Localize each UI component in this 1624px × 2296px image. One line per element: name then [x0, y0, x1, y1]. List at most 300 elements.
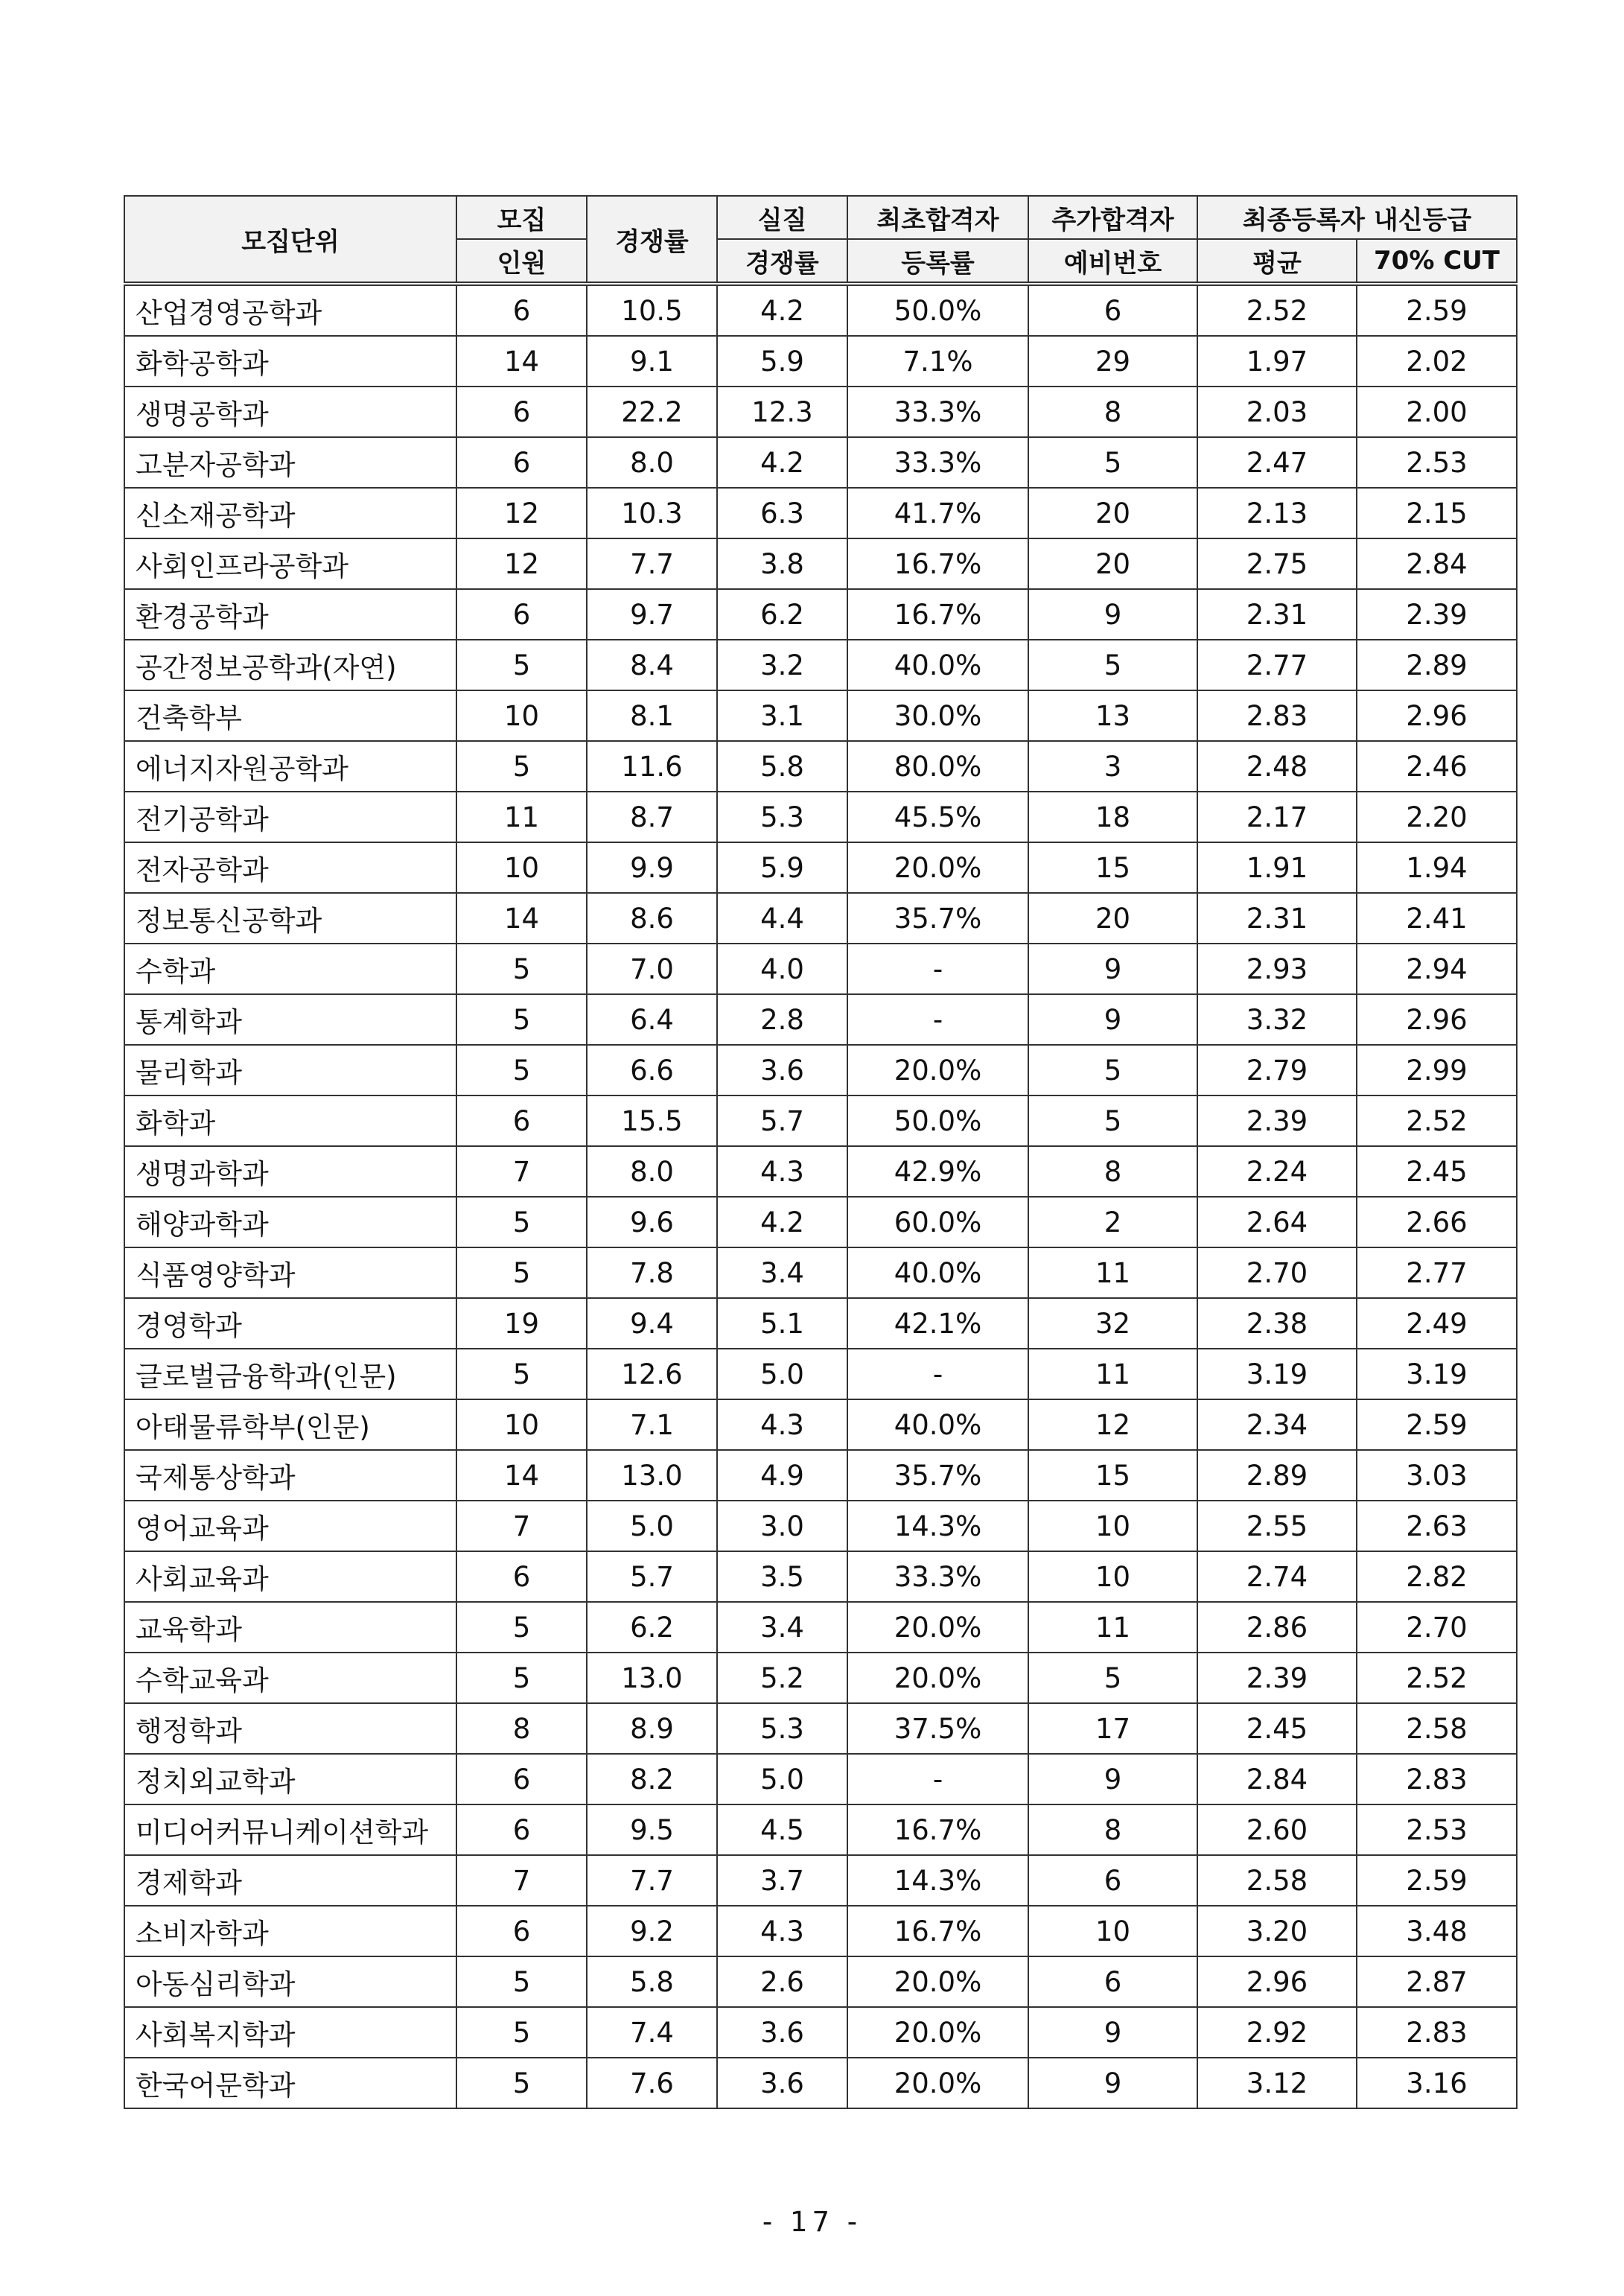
waitlist-number-cell: 10 — [1028, 1551, 1197, 1602]
grade-average-cell: 2.83 — [1197, 690, 1357, 741]
waitlist-number-cell: 32 — [1028, 1298, 1197, 1349]
quota-cell: 6 — [456, 1754, 587, 1804]
grade-average-cell: 2.60 — [1197, 1804, 1357, 1855]
unit-name-cell: 경제학과 — [124, 1855, 456, 1906]
header-final-grade: 최종등록자 내신등급 — [1197, 196, 1517, 239]
waitlist-number-cell: 5 — [1028, 437, 1197, 488]
unit-name-cell: 에너지자원공학과 — [124, 741, 456, 792]
waitlist-number-cell: 29 — [1028, 336, 1197, 387]
grade-average-cell: 3.12 — [1197, 2058, 1357, 2108]
real-competition-rate-cell: 4.2 — [717, 1197, 847, 1247]
unit-name-cell: 글로벌금융학과(인문) — [124, 1349, 456, 1399]
competition-rate-cell: 8.0 — [587, 437, 717, 488]
quota-cell: 12 — [456, 488, 587, 538]
quota-cell: 6 — [456, 284, 587, 336]
real-competition-rate-cell: 4.0 — [717, 944, 847, 994]
grade-average-cell: 2.86 — [1197, 1602, 1357, 1653]
competition-rate-cell: 6.2 — [587, 1602, 717, 1653]
table-row — [124, 842, 1517, 893]
grade-cut70-cell: 2.52 — [1357, 1095, 1517, 1146]
competition-rate-cell: 6.6 — [587, 1045, 717, 1095]
grade-cut70-cell: 2.58 — [1357, 1703, 1517, 1754]
unit-name-cell: 물리학과 — [124, 1045, 456, 1095]
quota-cell: 6 — [456, 387, 587, 437]
grade-cut70-cell: 2.94 — [1357, 944, 1517, 994]
first-registration-rate-cell: - — [847, 1754, 1028, 1804]
grade-cut70-cell: 2.46 — [1357, 741, 1517, 792]
table-row — [124, 1956, 1517, 2007]
quota-cell: 5 — [456, 1197, 587, 1247]
grade-average-cell: 2.31 — [1197, 893, 1357, 944]
unit-name-cell: 한국어문학과 — [124, 2058, 456, 2108]
table-row — [124, 488, 1517, 538]
quota-cell: 14 — [456, 1450, 587, 1501]
real-competition-rate-cell: 4.2 — [717, 284, 847, 336]
table-row — [124, 690, 1517, 741]
first-registration-rate-cell: 14.3% — [847, 1855, 1028, 1906]
competition-rate-cell: 6.4 — [587, 994, 717, 1045]
quota-cell: 6 — [456, 1551, 587, 1602]
waitlist-number-cell: 9 — [1028, 1754, 1197, 1804]
table-row — [124, 2058, 1517, 2108]
quota-cell: 5 — [456, 1349, 587, 1399]
unit-name-cell: 식품영양학과 — [124, 1247, 456, 1298]
table-row — [124, 589, 1517, 640]
real-competition-rate-cell: 3.4 — [717, 1602, 847, 1653]
real-competition-rate-cell: 3.0 — [717, 1501, 847, 1551]
grade-average-cell: 2.47 — [1197, 437, 1357, 488]
competition-rate-cell: 9.5 — [587, 1804, 717, 1855]
real-competition-rate-cell: 3.4 — [717, 1247, 847, 1298]
first-registration-rate-cell: 20.0% — [847, 1653, 1028, 1703]
competition-rate-cell: 13.0 — [587, 1450, 717, 1501]
quota-cell: 8 — [456, 1703, 587, 1754]
first-registration-rate-cell: - — [847, 1349, 1028, 1399]
unit-name-cell: 정보통신공학과 — [124, 893, 456, 944]
first-registration-rate-cell: 7.1% — [847, 336, 1028, 387]
table-row — [124, 1754, 1517, 1804]
first-registration-rate-cell: 33.3% — [847, 1551, 1028, 1602]
competition-rate-cell: 8.0 — [587, 1146, 717, 1197]
first-registration-rate-cell: 20.0% — [847, 842, 1028, 893]
table-row — [124, 387, 1517, 437]
grade-cut70-cell: 2.96 — [1357, 690, 1517, 741]
table-row — [124, 336, 1517, 387]
real-competition-rate-cell: 5.7 — [717, 1095, 847, 1146]
grade-cut70-cell: 3.48 — [1357, 1906, 1517, 1956]
waitlist-number-cell: 15 — [1028, 1450, 1197, 1501]
header-waitlist-line2: 예비번호 — [1028, 239, 1197, 284]
unit-name-cell: 행정학과 — [124, 1703, 456, 1754]
real-competition-rate-cell: 3.8 — [717, 538, 847, 589]
waitlist-number-cell: 3 — [1028, 741, 1197, 792]
grade-average-cell: 2.24 — [1197, 1146, 1357, 1197]
real-competition-rate-cell: 4.3 — [717, 1906, 847, 1956]
competition-rate-cell: 9.6 — [587, 1197, 717, 1247]
grade-average-cell: 2.38 — [1197, 1298, 1357, 1349]
first-registration-rate-cell: 50.0% — [847, 284, 1028, 336]
grade-cut70-cell: 2.15 — [1357, 488, 1517, 538]
waitlist-number-cell: 5 — [1028, 1095, 1197, 1146]
real-competition-rate-cell: 3.6 — [717, 2007, 847, 2058]
grade-average-cell: 2.13 — [1197, 488, 1357, 538]
first-registration-rate-cell: 14.3% — [847, 1501, 1028, 1551]
competition-rate-cell: 7.0 — [587, 944, 717, 994]
quota-cell: 5 — [456, 741, 587, 792]
unit-name-cell: 해양과학과 — [124, 1197, 456, 1247]
quota-cell: 6 — [456, 1804, 587, 1855]
grade-cut70-cell: 2.41 — [1357, 893, 1517, 944]
competition-rate-cell: 8.9 — [587, 1703, 717, 1754]
competition-rate-cell: 9.7 — [587, 589, 717, 640]
quota-cell: 14 — [456, 336, 587, 387]
grade-cut70-cell: 2.02 — [1357, 336, 1517, 387]
real-competition-rate-cell: 4.4 — [717, 893, 847, 944]
grade-cut70-cell: 2.63 — [1357, 1501, 1517, 1551]
waitlist-number-cell: 18 — [1028, 792, 1197, 842]
unit-name-cell: 화학공학과 — [124, 336, 456, 387]
waitlist-number-cell: 6 — [1028, 1855, 1197, 1906]
grade-average-cell: 2.39 — [1197, 1653, 1357, 1703]
quota-cell: 10 — [456, 842, 587, 893]
table-row — [124, 1095, 1517, 1146]
unit-name-cell: 생명과학과 — [124, 1146, 456, 1197]
waitlist-number-cell: 5 — [1028, 640, 1197, 690]
table-row — [124, 1906, 1517, 1956]
real-competition-rate-cell: 5.9 — [717, 842, 847, 893]
first-registration-rate-cell: 20.0% — [847, 1602, 1028, 1653]
waitlist-number-cell: 6 — [1028, 1956, 1197, 2007]
quota-cell: 5 — [456, 1045, 587, 1095]
header-cut70: 70% CUT — [1357, 239, 1517, 284]
unit-name-cell: 환경공학과 — [124, 589, 456, 640]
table-row — [124, 1399, 1517, 1450]
competition-rate-cell: 8.1 — [587, 690, 717, 741]
first-registration-rate-cell: - — [847, 994, 1028, 1045]
unit-name-cell: 공간정보공학과(자연) — [124, 640, 456, 690]
real-competition-rate-cell: 4.3 — [717, 1146, 847, 1197]
table-body — [124, 284, 1517, 2108]
waitlist-number-cell: 20 — [1028, 893, 1197, 944]
real-competition-rate-cell: 3.6 — [717, 2058, 847, 2108]
unit-name-cell: 수학교육과 — [124, 1653, 456, 1703]
unit-name-cell: 건축학부 — [124, 690, 456, 741]
grade-cut70-cell: 2.20 — [1357, 792, 1517, 842]
first-registration-rate-cell: 20.0% — [847, 2007, 1028, 2058]
grade-average-cell: 3.19 — [1197, 1349, 1357, 1399]
waitlist-number-cell: 10 — [1028, 1906, 1197, 1956]
table-row — [124, 1146, 1517, 1197]
first-registration-rate-cell: 35.7% — [847, 893, 1028, 944]
unit-name-cell: 사회복지학과 — [124, 2007, 456, 2058]
waitlist-number-cell: 20 — [1028, 488, 1197, 538]
grade-average-cell: 2.39 — [1197, 1095, 1357, 1146]
grade-average-cell: 2.55 — [1197, 1501, 1357, 1551]
waitlist-number-cell: 8 — [1028, 387, 1197, 437]
competition-rate-cell: 5.0 — [587, 1501, 717, 1551]
quota-cell: 5 — [456, 994, 587, 1045]
waitlist-number-cell: 9 — [1028, 994, 1197, 1045]
grade-average-cell: 2.58 — [1197, 1855, 1357, 1906]
unit-name-cell: 아동심리학과 — [124, 1956, 456, 2007]
grade-average-cell: 2.03 — [1197, 387, 1357, 437]
waitlist-number-cell: 12 — [1028, 1399, 1197, 1450]
grade-cut70-cell: 2.96 — [1357, 994, 1517, 1045]
competition-rate-cell: 9.9 — [587, 842, 717, 893]
real-competition-rate-cell: 2.8 — [717, 994, 847, 1045]
first-registration-rate-cell: 50.0% — [847, 1095, 1028, 1146]
unit-name-cell: 소비자학과 — [124, 1906, 456, 1956]
waitlist-number-cell: 9 — [1028, 2058, 1197, 2108]
grade-cut70-cell: 2.45 — [1357, 1146, 1517, 1197]
first-registration-rate-cell: 16.7% — [847, 1906, 1028, 1956]
waitlist-number-cell: 2 — [1028, 1197, 1197, 1247]
real-competition-rate-cell: 5.1 — [717, 1298, 847, 1349]
unit-name-cell: 국제통상학과 — [124, 1450, 456, 1501]
table-row — [124, 284, 1517, 336]
unit-name-cell: 경영학과 — [124, 1298, 456, 1349]
quota-cell: 7 — [456, 1501, 587, 1551]
first-registration-rate-cell: 20.0% — [847, 1045, 1028, 1095]
unit-name-cell: 생명공학과 — [124, 387, 456, 437]
header-real-competition-line2: 경쟁률 — [717, 239, 847, 284]
waitlist-number-cell: 11 — [1028, 1602, 1197, 1653]
competition-rate-cell: 10.3 — [587, 488, 717, 538]
grade-average-cell: 2.45 — [1197, 1703, 1357, 1754]
grade-cut70-cell: 3.16 — [1357, 2058, 1517, 2108]
table-row — [124, 640, 1517, 690]
competition-rate-cell: 8.7 — [587, 792, 717, 842]
quota-cell: 5 — [456, 1956, 587, 2007]
real-competition-rate-cell: 5.9 — [717, 336, 847, 387]
first-registration-rate-cell: 40.0% — [847, 1247, 1028, 1298]
grade-cut70-cell: 2.39 — [1357, 589, 1517, 640]
grade-cut70-cell: 3.03 — [1357, 1450, 1517, 1501]
header-real-competition-line1: 실질 — [717, 196, 847, 239]
grade-average-cell: 3.20 — [1197, 1906, 1357, 1956]
real-competition-rate-cell: 6.3 — [717, 488, 847, 538]
header-first-reg-line1: 최초합격자 — [847, 196, 1028, 239]
grade-cut70-cell: 2.99 — [1357, 1045, 1517, 1095]
competition-rate-cell: 15.5 — [587, 1095, 717, 1146]
unit-name-cell: 전기공학과 — [124, 792, 456, 842]
table-row — [124, 1602, 1517, 1653]
real-competition-rate-cell: 3.2 — [717, 640, 847, 690]
real-competition-rate-cell: 12.3 — [717, 387, 847, 437]
grade-average-cell: 1.91 — [1197, 842, 1357, 893]
table-row — [124, 994, 1517, 1045]
competition-rate-cell: 8.6 — [587, 893, 717, 944]
real-competition-rate-cell: 5.8 — [717, 741, 847, 792]
quota-cell: 5 — [456, 1653, 587, 1703]
quota-cell: 5 — [456, 944, 587, 994]
header-unit: 모집단위 — [124, 196, 456, 284]
quota-cell: 7 — [456, 1146, 587, 1197]
grade-average-cell: 1.97 — [1197, 336, 1357, 387]
unit-name-cell: 전자공학과 — [124, 842, 456, 893]
competition-rate-cell: 12.6 — [587, 1349, 717, 1399]
grade-cut70-cell: 2.82 — [1357, 1551, 1517, 1602]
table-row — [124, 1197, 1517, 1247]
competition-rate-cell: 7.4 — [587, 2007, 717, 2058]
unit-name-cell: 사회교육과 — [124, 1551, 456, 1602]
first-registration-rate-cell: 30.0% — [847, 690, 1028, 741]
grade-average-cell: 2.89 — [1197, 1450, 1357, 1501]
grade-cut70-cell: 2.52 — [1357, 1653, 1517, 1703]
grade-cut70-cell: 2.66 — [1357, 1197, 1517, 1247]
real-competition-rate-cell: 4.2 — [717, 437, 847, 488]
competition-rate-cell: 9.4 — [587, 1298, 717, 1349]
unit-name-cell: 정치외교학과 — [124, 1754, 456, 1804]
real-competition-rate-cell: 5.3 — [717, 1703, 847, 1754]
table-row — [124, 1804, 1517, 1855]
header-quota-line2: 인원 — [456, 239, 587, 284]
table-row — [124, 1551, 1517, 1602]
grade-average-cell: 2.52 — [1197, 284, 1357, 336]
grade-average-cell: 2.34 — [1197, 1399, 1357, 1450]
competition-rate-cell: 9.1 — [587, 336, 717, 387]
grade-average-cell: 2.31 — [1197, 589, 1357, 640]
table-row — [124, 1045, 1517, 1095]
first-registration-rate-cell: 35.7% — [847, 1450, 1028, 1501]
table-row — [124, 1450, 1517, 1501]
first-registration-rate-cell: 40.0% — [847, 1399, 1028, 1450]
first-registration-rate-cell: 42.1% — [847, 1298, 1028, 1349]
first-registration-rate-cell: 16.7% — [847, 589, 1028, 640]
grade-average-cell: 2.74 — [1197, 1551, 1357, 1602]
quota-cell: 7 — [456, 1855, 587, 1906]
waitlist-number-cell: 10 — [1028, 1501, 1197, 1551]
quota-cell: 5 — [456, 1602, 587, 1653]
first-registration-rate-cell: 41.7% — [847, 488, 1028, 538]
first-registration-rate-cell: 20.0% — [847, 2058, 1028, 2108]
waitlist-number-cell: 11 — [1028, 1349, 1197, 1399]
grade-cut70-cell: 2.59 — [1357, 284, 1517, 336]
first-registration-rate-cell: 42.9% — [847, 1146, 1028, 1197]
competition-rate-cell: 7.8 — [587, 1247, 717, 1298]
grade-average-cell: 2.48 — [1197, 741, 1357, 792]
grade-cut70-cell: 2.84 — [1357, 538, 1517, 589]
first-registration-rate-cell: 60.0% — [847, 1197, 1028, 1247]
quota-cell: 19 — [456, 1298, 587, 1349]
first-registration-rate-cell: 80.0% — [847, 741, 1028, 792]
table-row — [124, 1855, 1517, 1906]
grade-average-cell: 3.32 — [1197, 994, 1357, 1045]
grade-cut70-cell: 3.19 — [1357, 1349, 1517, 1399]
unit-name-cell: 미디어커뮤니케이션학과 — [124, 1804, 456, 1855]
first-registration-rate-cell: 16.7% — [847, 538, 1028, 589]
grade-average-cell: 2.17 — [1197, 792, 1357, 842]
unit-name-cell: 수학과 — [124, 944, 456, 994]
waitlist-number-cell: 5 — [1028, 1045, 1197, 1095]
waitlist-number-cell: 5 — [1028, 1653, 1197, 1703]
table-row — [124, 1349, 1517, 1399]
unit-name-cell: 통계학과 — [124, 994, 456, 1045]
first-registration-rate-cell: 20.0% — [847, 1956, 1028, 2007]
first-registration-rate-cell: 33.3% — [847, 437, 1028, 488]
grade-average-cell: 2.75 — [1197, 538, 1357, 589]
competition-rate-cell: 8.4 — [587, 640, 717, 690]
competition-rate-cell: 9.2 — [587, 1906, 717, 1956]
unit-name-cell: 영어교육과 — [124, 1501, 456, 1551]
grade-cut70-cell: 2.83 — [1357, 2007, 1517, 2058]
header-waitlist-line1: 추가합격자 — [1028, 196, 1197, 239]
competition-rate-cell: 22.2 — [587, 387, 717, 437]
table-row — [124, 1501, 1517, 1551]
quota-cell: 5 — [456, 640, 587, 690]
header-first-reg-line2: 등록률 — [847, 239, 1028, 284]
unit-name-cell: 아태물류학부(인문) — [124, 1399, 456, 1450]
grade-average-cell: 2.96 — [1197, 1956, 1357, 2007]
real-competition-rate-cell: 3.7 — [717, 1855, 847, 1906]
unit-name-cell: 고분자공학과 — [124, 437, 456, 488]
table-row — [124, 538, 1517, 589]
quota-cell: 10 — [456, 690, 587, 741]
first-registration-rate-cell: 45.5% — [847, 792, 1028, 842]
grade-average-cell: 2.84 — [1197, 1754, 1357, 1804]
grade-cut70-cell: 2.49 — [1357, 1298, 1517, 1349]
grade-cut70-cell: 2.89 — [1357, 640, 1517, 690]
real-competition-rate-cell: 2.6 — [717, 1956, 847, 2007]
grade-cut70-cell: 2.87 — [1357, 1956, 1517, 2007]
competition-rate-cell: 7.7 — [587, 538, 717, 589]
header-competition: 경쟁률 — [587, 196, 717, 284]
grade-cut70-cell: 2.53 — [1357, 437, 1517, 488]
unit-name-cell: 화학과 — [124, 1095, 456, 1146]
waitlist-number-cell: 17 — [1028, 1703, 1197, 1754]
real-competition-rate-cell: 5.3 — [717, 792, 847, 842]
table-row — [124, 1653, 1517, 1703]
unit-name-cell: 산업경영공학과 — [124, 284, 456, 336]
table-row — [124, 741, 1517, 792]
unit-name-cell: 사회인프라공학과 — [124, 538, 456, 589]
real-competition-rate-cell: 3.5 — [717, 1551, 847, 1602]
grade-cut70-cell: 2.77 — [1357, 1247, 1517, 1298]
waitlist-number-cell: 8 — [1028, 1146, 1197, 1197]
competition-rate-cell: 7.1 — [587, 1399, 717, 1450]
competition-rate-cell: 5.7 — [587, 1551, 717, 1602]
header-avg: 평균 — [1197, 239, 1357, 284]
real-competition-rate-cell: 3.1 — [717, 690, 847, 741]
quota-cell: 6 — [456, 1906, 587, 1956]
grade-cut70-cell: 2.59 — [1357, 1399, 1517, 1450]
competition-rate-cell: 13.0 — [587, 1653, 717, 1703]
grade-cut70-cell: 1.94 — [1357, 842, 1517, 893]
waitlist-number-cell: 9 — [1028, 2007, 1197, 2058]
quota-cell: 6 — [456, 589, 587, 640]
page-number: - 17 - — [762, 2206, 862, 2238]
waitlist-number-cell: 15 — [1028, 842, 1197, 893]
real-competition-rate-cell: 5.2 — [717, 1653, 847, 1703]
competition-rate-cell: 7.7 — [587, 1855, 717, 1906]
admission-results-table — [124, 195, 1518, 2109]
grade-average-cell: 2.93 — [1197, 944, 1357, 994]
grade-cut70-cell: 2.70 — [1357, 1602, 1517, 1653]
grade-cut70-cell: 2.00 — [1357, 387, 1517, 437]
competition-rate-cell: 11.6 — [587, 741, 717, 792]
quota-cell: 11 — [456, 792, 587, 842]
table-row — [124, 1247, 1517, 1298]
first-registration-rate-cell: 40.0% — [847, 640, 1028, 690]
real-competition-rate-cell: 6.2 — [717, 589, 847, 640]
table-row — [124, 893, 1517, 944]
table-row — [124, 944, 1517, 994]
waitlist-number-cell: 11 — [1028, 1247, 1197, 1298]
real-competition-rate-cell: 4.3 — [717, 1399, 847, 1450]
waitlist-number-cell: 8 — [1028, 1804, 1197, 1855]
waitlist-number-cell: 13 — [1028, 690, 1197, 741]
first-registration-rate-cell: 16.7% — [847, 1804, 1028, 1855]
